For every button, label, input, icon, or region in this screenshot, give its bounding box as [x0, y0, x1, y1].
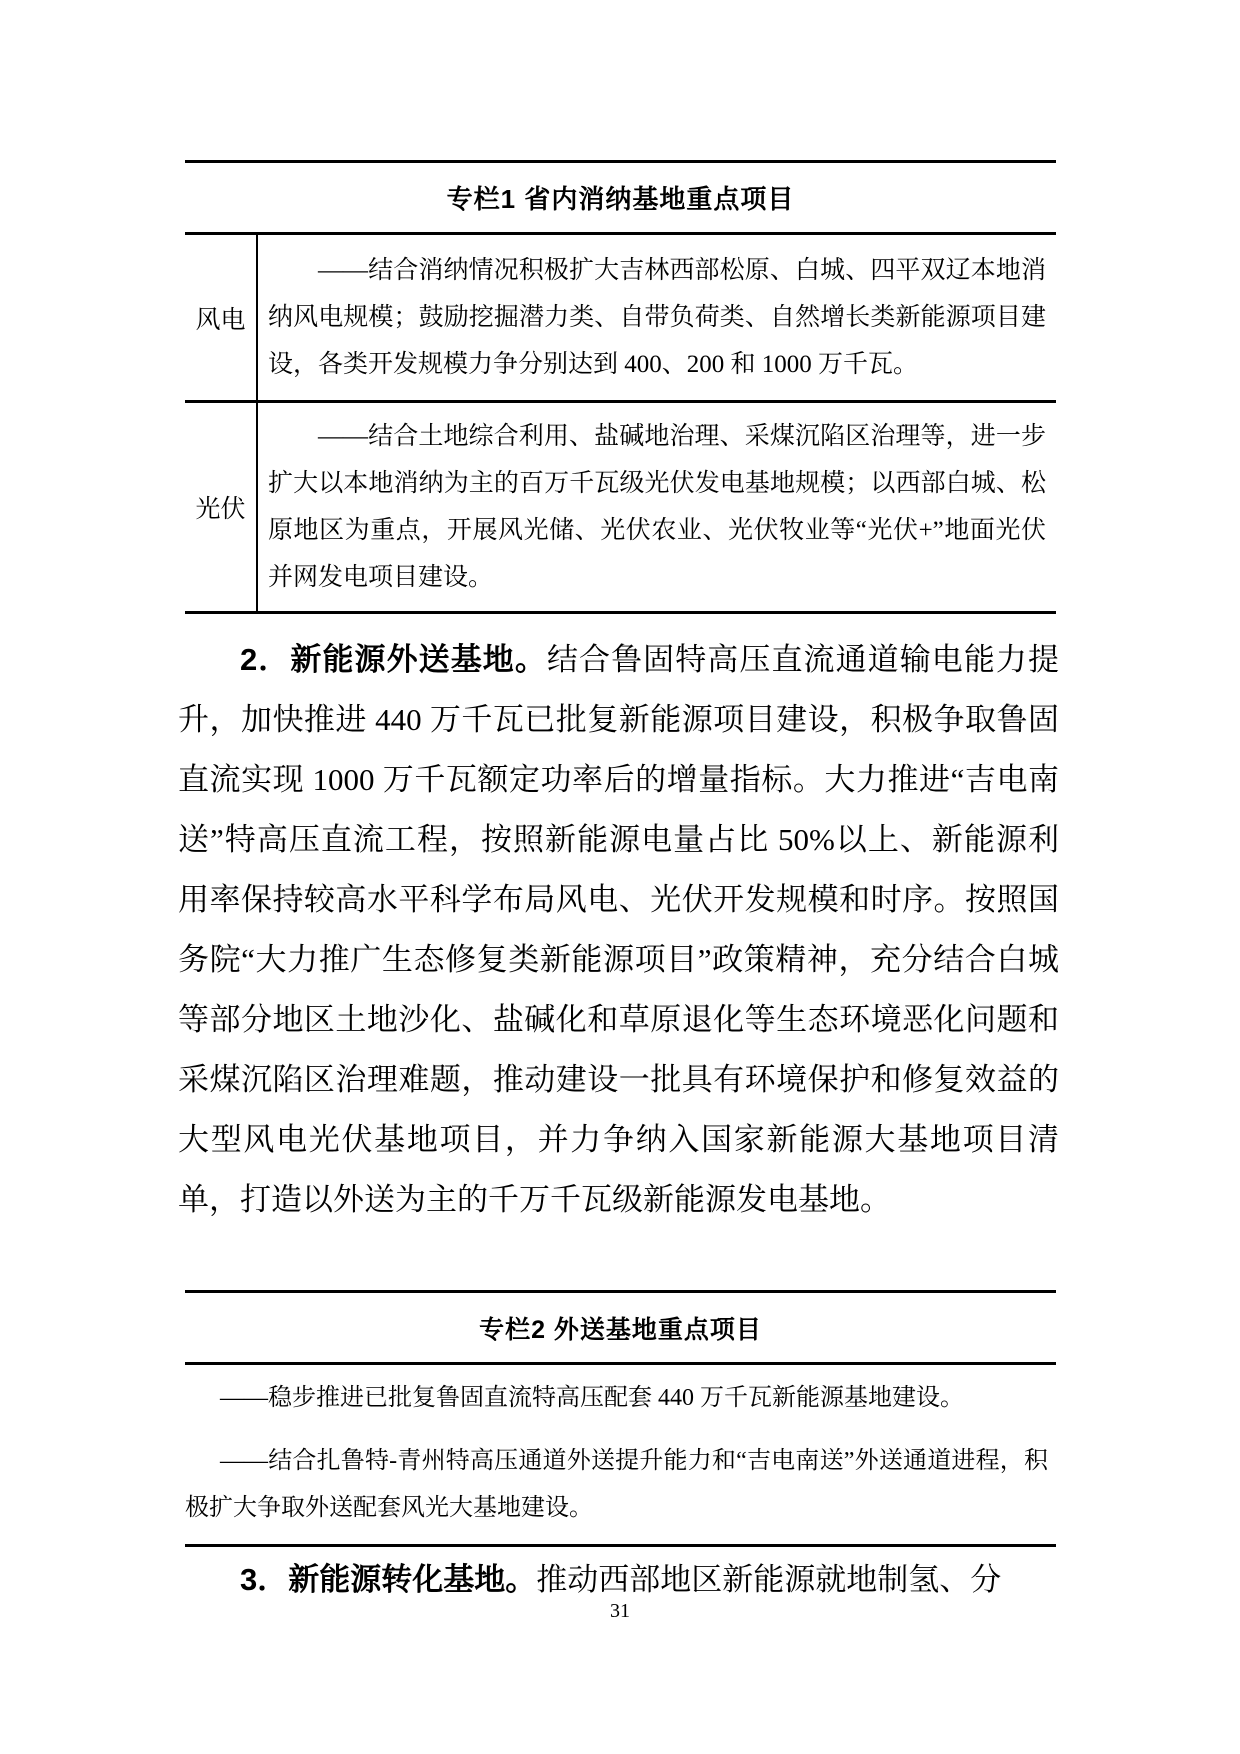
page-number: 31 — [610, 1600, 630, 1622]
table-row-solar — [185, 400, 1056, 611]
row-text-wind: ——结合消纳情况积极扩大吉林西部松原、白城、四平双辽本地消纳风电规模；鼓励挖掘潜力类、自带负荷类、自然增长类新能源项目建设，各类开发规模力争分别达到 400、200 和 1000 万千瓦。 — [268, 257, 1046, 378]
section-2-heading: 2．新能源外送基地。 — [240, 642, 547, 677]
row-label-solar: 光伏 — [185, 403, 258, 611]
section-3-heading: 3．新能源转化基地。 — [240, 1562, 537, 1597]
panel-2-item: ——结合扎鲁特-青州特高压通道外送提升能力和“吉电南送”外送通道进程，积极扩大争取外送配套风光大基地建设。 — [185, 1448, 1048, 1521]
panel-2 — [185, 1290, 1056, 1547]
panel-1-title: 专栏1 省内消纳基地重点项目 — [185, 160, 1056, 235]
section-3-body: 推动西部地区新能源就地制氢、分 — [536, 1562, 1002, 1597]
panel-1-body — [185, 235, 1056, 614]
row-text-solar: ——结合土地综合利用、盐碱地治理、采煤沉陷区治理等，进一步扩大以本地消纳为主的百万千瓦级光伏发电基地规模；以西部白城、松原地区为重点，开展风光储、光伏农业、光伏牧业等“光伏+”地面光伏并网发电项目建设。 — [268, 423, 1046, 591]
row-label-wind: 风电 — [185, 235, 258, 400]
section-2-body: 结合鲁固特高压直流通道输电能力提升，加快推进 440 万千瓦已批复新能源项目建设，积极争取鲁固直流实现 1000 万千瓦额定功率后的增量指标。大力推进“吉电南送”特高压直流工程，按照新能源电量占比 50%以上、新能源利用率保持较高水平科学布局风电、光伏开发规模和时序。按照国务院“大力推广生态修复类新能源项目”政策精神，充分结合白城等部分地区土地沙化、盐碱化和草原退化等生态环境恶化问题和采煤沉陷区治理难题，推动建设一批具有环境保护和修复效益的大型风电光伏基地项目，并力争纳入国家新能源大基地项目清单，打造以外送为主的千万千瓦级新能源发电基地。 — [178, 642, 1060, 1217]
panel-2-title: 专栏2 外送基地重点项目 — [185, 1290, 1056, 1365]
paragraph-section-2 — [178, 630, 1059, 1230]
panel-1 — [185, 160, 1056, 614]
table-row-wind — [185, 235, 1056, 400]
panel-2-body — [185, 1365, 1056, 1547]
panel-2-item: ——稳步推进已批复鲁固直流特高压配套 440 万千瓦新能源基地建设。 — [220, 1385, 964, 1411]
